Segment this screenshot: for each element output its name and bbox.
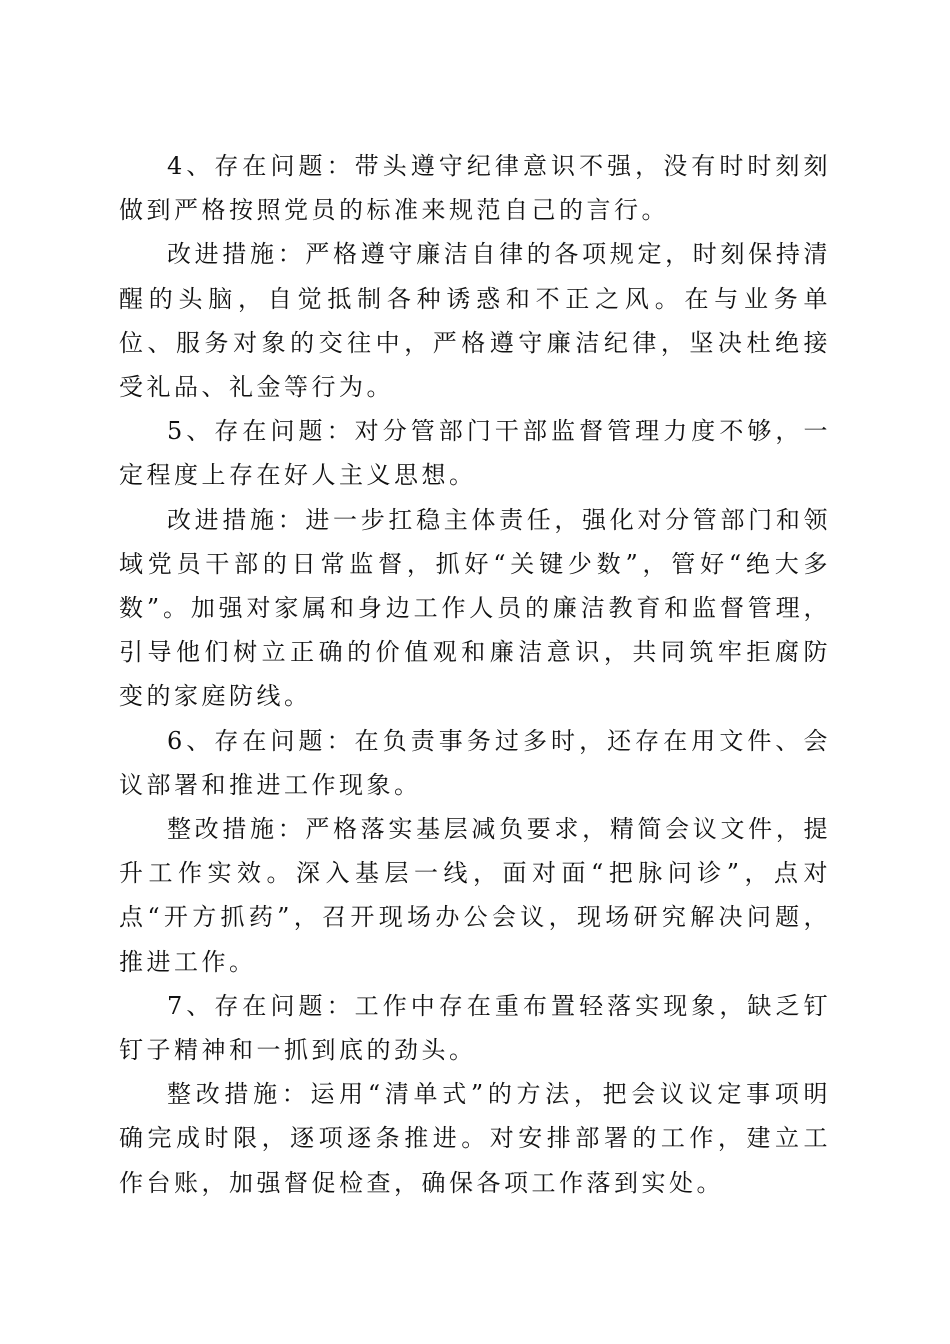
issue-6-paragraph: 6、存在问题：在负责事务过多时，还存在用文件、会议部署和推进工作现象。 (119, 726, 831, 799)
issue-5-paragraph: 5、存在问题：对分管部门干部监督管理力度不够，一定程度上存在好人主义思想。 (119, 417, 831, 490)
document-body (119, 144, 831, 1205)
measure-7-paragraph: 整改措施：运用“清单式”的方法，把会议议定事项明确完成时限，逐项逐条推进。对安排部署的工作，建立工作台账，加强督促检查，确保各项工作落到实处。 (119, 1080, 831, 1197)
issue-4-paragraph: 4、存在问题：带头遵守纪律意识不强，没有时时刻刻做到严格按照党员的标准来规范自己的言行。 (119, 152, 831, 225)
measure-4-paragraph: 改进措施：严格遵守廉洁自律的各项规定，时刻保持清醒的头脑，自觉抵制各种诱惑和不正之风。在与业务单位、服务对象的交往中，严格遵守廉洁纪律，坚决杜绝接受礼品、礼金等行为。 (119, 240, 831, 402)
issue-7-paragraph: 7、存在问题：工作中存在重布置轻落实现象，缺乏钉钉子精神和一抓到底的劲头。 (119, 991, 831, 1065)
measure-5-paragraph: 改进措施：进一步扛稳主体责任，强化对分管部门和领域党员干部的日常监督，抓好“关键少数”，管好“绝大多数”。加强对家属和身边工作人员的廉洁教育和监督管理，引导他们树立正确的价值观和廉洁意识，共同筑牢拒腐防变的家庭防线。 (119, 505, 831, 711)
measure-6-paragraph: 整改措施：严格落实基层减负要求，精简会议文件，提升工作实效。深入基层一线，面对面“把脉问诊”，点对点“开方抓药”，召开现场办公会议，现场研究解决问题，推进工作。 (119, 815, 831, 976)
